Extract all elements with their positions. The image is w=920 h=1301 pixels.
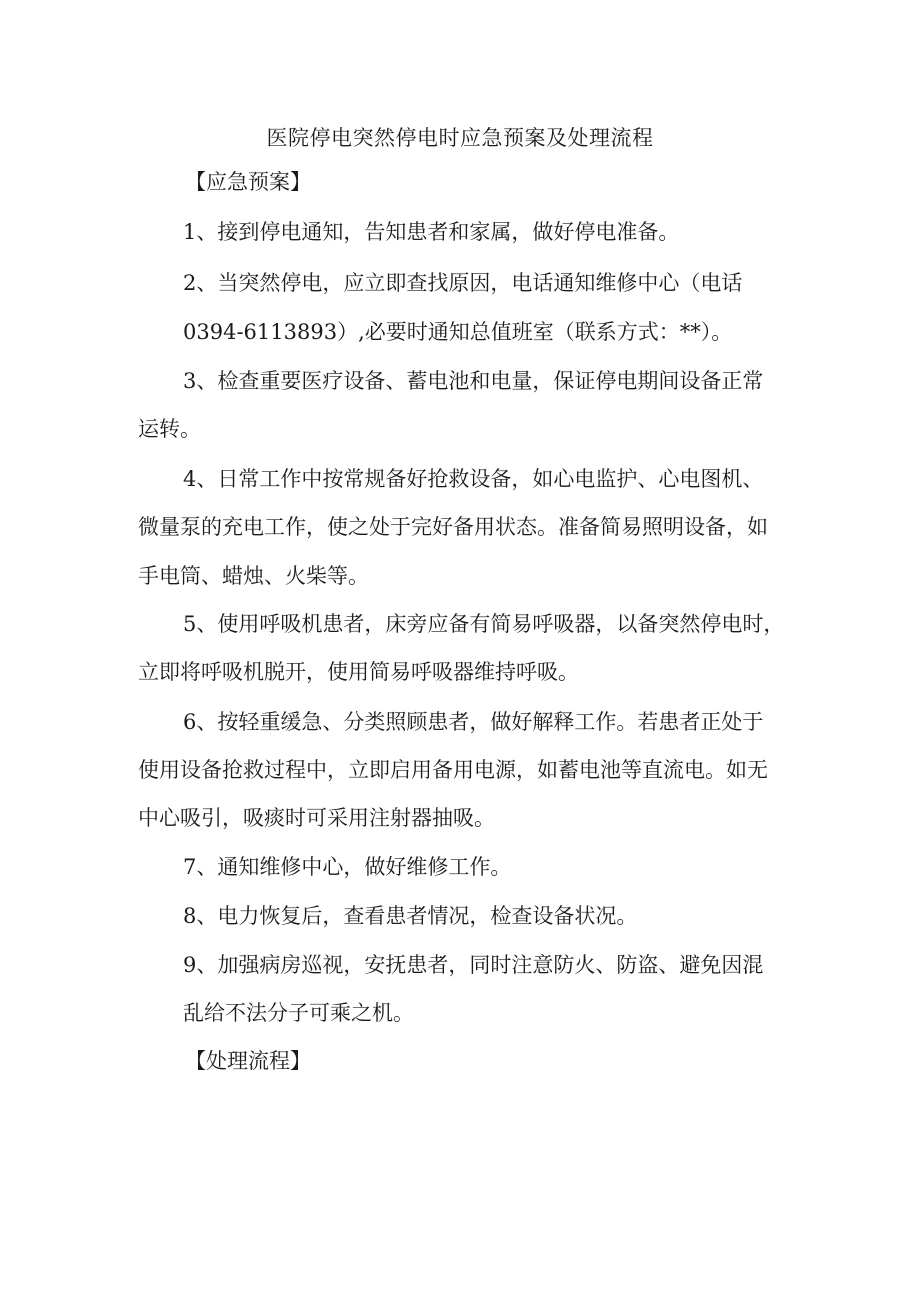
plan-item-2: 2、当突然停电，应立即查找原因，电话通知维修中心（电话: [183, 271, 743, 295]
section-heading-process-flow: 【处理流程】: [185, 1049, 311, 1073]
plan-item-4-continued-2: 手电筒、蜡烛、火柴等。: [138, 564, 369, 588]
plan-item-3-continued: 运转。: [138, 417, 201, 441]
plan-item-6-continued-1: 使用设备抢救过程中，立即启用备用电源，如蓄电池等直流电。如无: [138, 758, 768, 782]
plan-item-5-continued: 立即将呼吸机脱开，使用简易呼吸器维持呼吸。: [138, 660, 579, 684]
plan-item-6: 6、按轻重缓急、分类照顾患者，做好解释工作。若患者正处于: [183, 710, 764, 734]
plan-item-6-continued-2: 中心吸引，吸痰时可采用注射器抽吸。: [138, 806, 495, 830]
plan-item-7: 7、通知维修中心，做好维修工作。: [183, 855, 512, 879]
plan-item-9-continued: 乱给不法分子可乘之机。: [183, 1001, 414, 1025]
plan-item-4-continued-1: 微量泵的充电工作，使之处于完好备用状态。准备简易照明设备，如: [138, 515, 768, 539]
plan-item-9: 9、加强病房巡视，安抚患者，同时注意防火、防盗、避免因混: [183, 953, 764, 977]
plan-item-8: 8、电力恢复后，查看患者情况，检查设备状况。: [183, 904, 638, 928]
plan-item-4: 4、日常工作中按常规备好抢救设备，如心电监护、心电图机、: [183, 467, 764, 491]
plan-item-3: 3、检查重要医疗设备、蓄电池和电量，保证停电期间设备正常: [183, 369, 764, 393]
section-heading-emergency-plan: 【应急预案】: [185, 170, 311, 194]
plan-item-5: 5、使用呼吸机患者，床旁应备有简易呼吸器，以备突然停电时，: [183, 612, 785, 636]
document-title: 医院停电突然停电时应急预案及处理流程: [266, 126, 654, 150]
plan-item-1: 1、接到停电通知，告知患者和家属，做好停电准备。: [183, 220, 680, 244]
plan-item-2-continued: 0394-6113893）,必要时通知总值班室（联系方式：**）。: [183, 320, 733, 344]
